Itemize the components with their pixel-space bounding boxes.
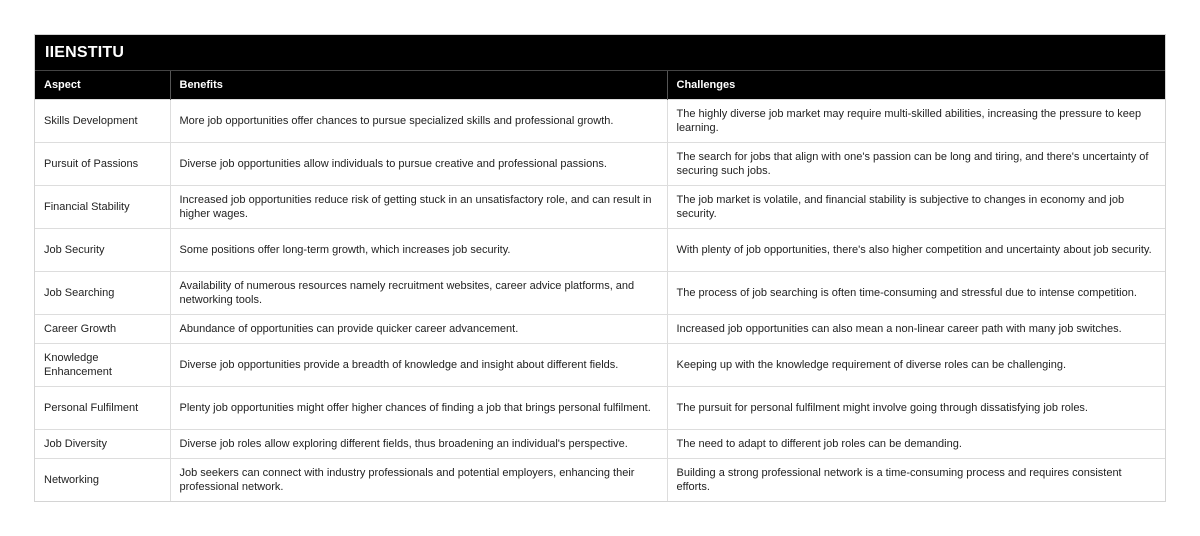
- challenges-cell: Increased job opportunities can also mean a non-linear career path with many job switches.: [667, 315, 1165, 344]
- challenges-cell: Keeping up with the knowledge requirement of diverse roles can be challenging.: [667, 344, 1165, 387]
- aspect-cell: Pursuit of Passions: [35, 143, 170, 186]
- challenges-cell: The pursuit for personal fulfilment might involve going through dissatisfying job roles.: [667, 387, 1165, 430]
- table-row: [35, 430, 1165, 459]
- benefits-cell: Job seekers can connect with industry professionals and potential employers, enhancing their professional network.: [170, 459, 667, 502]
- aspect-cell: Personal Fulfilment: [35, 387, 170, 430]
- aspect-cell: Networking: [35, 459, 170, 502]
- benefits-cell: Abundance of opportunities can provide quicker career advancement.: [170, 315, 667, 344]
- table-row: [35, 143, 1165, 186]
- column-header-benefits: Benefits: [170, 71, 667, 100]
- benefits-cell: Availability of numerous resources namely recruitment websites, career advice platforms, and networking tools.: [170, 272, 667, 315]
- challenges-cell: The process of job searching is often time-consuming and stressful due to intense competition.: [667, 272, 1165, 315]
- aspect-cell: Job Searching: [35, 272, 170, 315]
- comparison-table-container: [34, 34, 1166, 502]
- challenges-cell: The job market is volatile, and financial stability is subjective to changes in economy and job security.: [667, 186, 1165, 229]
- aspect-cell: Financial Stability: [35, 186, 170, 229]
- aspect-cell: Job Diversity: [35, 430, 170, 459]
- table-row: [35, 344, 1165, 387]
- aspect-cell: Job Security: [35, 229, 170, 272]
- table-row: [35, 186, 1165, 229]
- table-body: [35, 100, 1165, 502]
- benefits-cell: Diverse job opportunities provide a breadth of knowledge and insight about different fields.: [170, 344, 667, 387]
- table-header: [35, 71, 1165, 100]
- column-header-aspect: Aspect: [35, 71, 170, 100]
- header-row: [35, 71, 1165, 100]
- aspect-cell: Skills Development: [35, 100, 170, 143]
- table-row: [35, 229, 1165, 272]
- aspect-cell: Knowledge Enhancement: [35, 344, 170, 387]
- comparison-table: [35, 71, 1165, 501]
- challenges-cell: The highly diverse job market may require multi-skilled abilities, increasing the pressure to keep learning.: [667, 100, 1165, 143]
- benefits-cell: Diverse job roles allow exploring different fields, thus broadening an individual's perspective.: [170, 430, 667, 459]
- table-row: [35, 459, 1165, 502]
- benefits-cell: Plenty job opportunities might offer higher chances of finding a job that brings personal fulfilment.: [170, 387, 667, 430]
- challenges-cell: The need to adapt to different job roles can be demanding.: [667, 430, 1165, 459]
- column-header-challenges: Challenges: [667, 71, 1165, 100]
- benefits-cell: Diverse job opportunities allow individuals to pursue creative and professional passions.: [170, 143, 667, 186]
- benefits-cell: More job opportunities offer chances to pursue specialized skills and professional growth.: [170, 100, 667, 143]
- challenges-cell: The search for jobs that align with one's passion can be long and tiring, and there's uncertainty of securing such jobs.: [667, 143, 1165, 186]
- challenges-cell: With plenty of job opportunities, there's also higher competition and uncertainty about job security.: [667, 229, 1165, 272]
- benefits-cell: Increased job opportunities reduce risk of getting stuck in an unsatisfactory role, and can result in higher wages.: [170, 186, 667, 229]
- table-row: [35, 272, 1165, 315]
- benefits-cell: Some positions offer long-term growth, which increases job security.: [170, 229, 667, 272]
- table-row: [35, 315, 1165, 344]
- challenges-cell: Building a strong professional network is a time-consuming process and requires consistent efforts.: [667, 459, 1165, 502]
- table-row: [35, 387, 1165, 430]
- brand-title: IIENSTITU: [35, 35, 1165, 71]
- table-row: [35, 100, 1165, 143]
- aspect-cell: Career Growth: [35, 315, 170, 344]
